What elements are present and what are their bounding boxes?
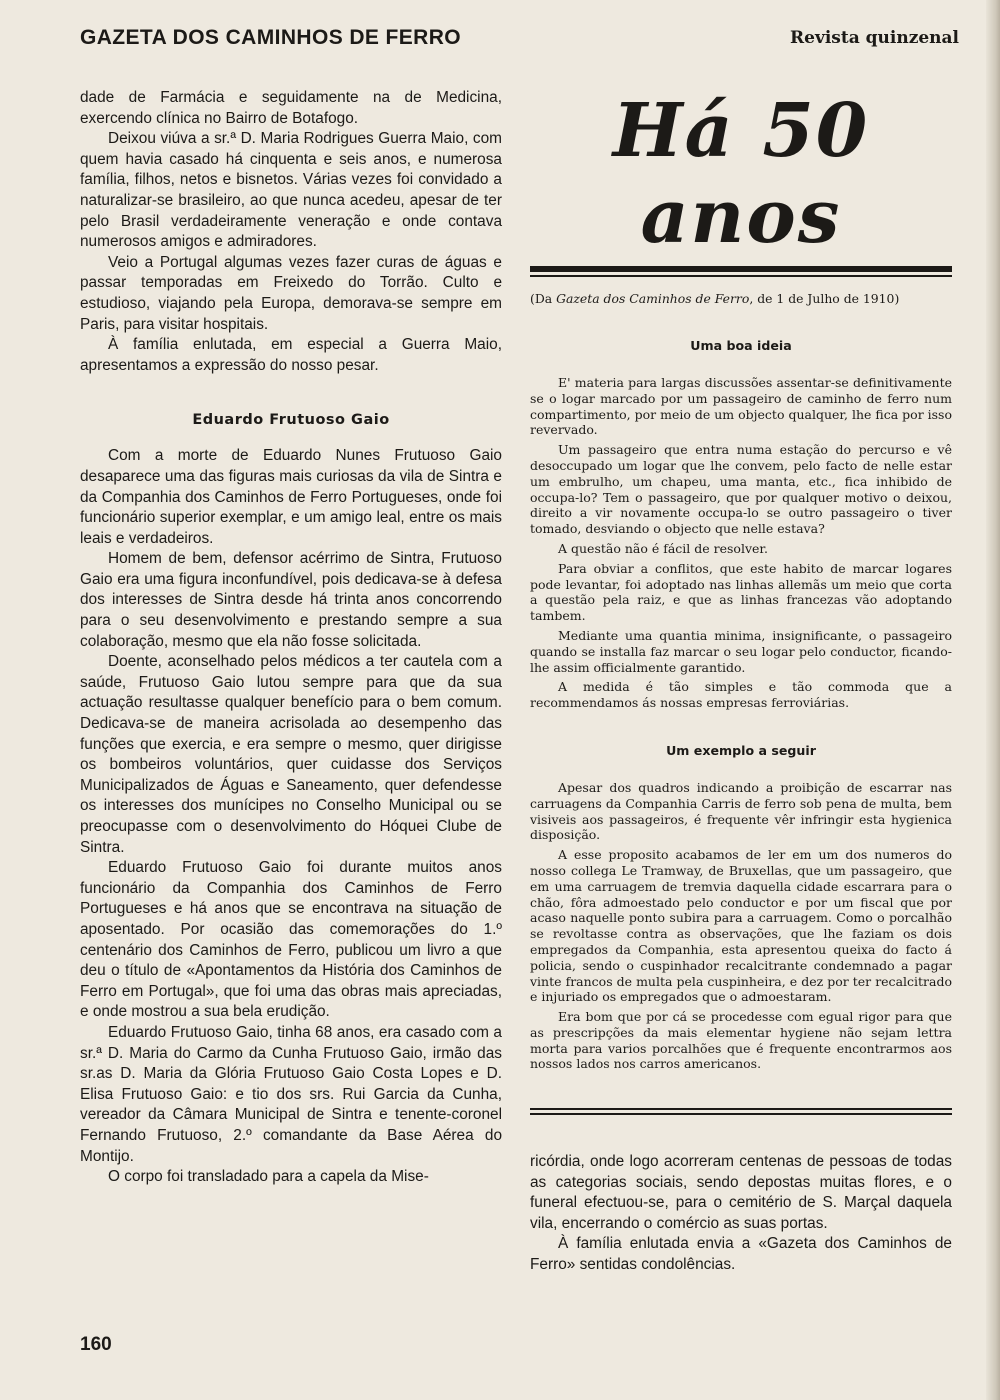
obituary-paragraph: dade de Farmácia e seguidamente na de Medicina, exercendo clínica no Bairro de Botafogo. (80, 89, 502, 127)
source-citation (530, 291, 952, 306)
continuation-paragraph: ricórdia, onde logo acorreram centenas de pessoas de todas as categorias sociais, sendo depostas muitas flores, e o funeral efectuou-se, para o cemitério de S. Marçal daquela vila, encerrando o comércio as suas portas. (530, 1153, 952, 1232)
subsection-paragraph: A questão não é fácil de resolver. (558, 540, 768, 556)
column-divider-rule (530, 1108, 952, 1115)
subsection-paragraph: Mediante uma quantia minima, insignificante, o passageiro quando se installa faz marcar o seu logar pelo conductor, ficando-lhe assim officialmente garantido. (530, 627, 952, 675)
subsection-title: Uma boa ideia (690, 338, 792, 353)
obituary-paragraph: Deixou viúva a sr.ª D. Maria Rodrigues Guerra Maio, com quem havia casado há cinquenta e seis anos, e numerosa família, filhos, netos e bisnetos. Várias vezes foi convidado a naturalizar-se brasileiro, ao que nunca acedeu, apesar de ter pelo Brasil verdadeiramente veneração e onde contava numerosos amigos e admiradores. (80, 130, 502, 251)
continuation-paragraph: À família enlutada envia a «Gazeta dos Caminhos de Ferro» sentidas condolências. (530, 1235, 952, 1273)
obituary-paragraph: Veio a Portugal algumas vezes fazer curas de águas e passar temporadas em Freixedo do Torrão. Culto e estudioso, viajando pela Europa, demorava-se sempre em Paris, para visitar hospitais. (80, 253, 502, 333)
article-paragraph: Com a morte de Eduardo Nunes Frutuoso Gaio desaparece uma das figuras mais curiosas da vila de Sintra e da Companhia dos Caminhos de Ferro Portugueses, onde foi funcionário superior exemplar, e um amigo leal, entre os mais leais e verdadeiros. (80, 447, 502, 547)
subsection-paragraph: Um passageiro que entra numa estação do percurso e vê desoccupado um logar que lhe convem, pelo facto de nelle estar um embrulho, um chapeu, uma manta, etc., fica inhibido de occupa-lo? Tem o passageiro, que por qualquer motivo o deixou, direito a vir novamente occupa-lo se outro passageiro o tiver tomado, desviando o objecto que nelle estava? (530, 442, 952, 537)
section-title: Eduardo Frutuoso Gaio (192, 412, 390, 429)
subsection-paragraph: E' materia para largas discussões assentar-se definitivamente se o logar marcado por um passageiro de caminho de ferro num compartimento, por meio de um objecto qualquer, lhe fica por isso revervado. (530, 375, 952, 438)
divider-line-bottom (530, 1113, 952, 1115)
divider-line-top (530, 1108, 952, 1110)
subsection-paragraph: Para obviar a conflitos, que este habito de marcar logares pode levantar, foi adoptado nas linhas allemãs um meio que corta a questão pela raiz, e que as linhas francezas vão adoptando tambem. (530, 560, 952, 624)
obituary-paragraph: À família enlutada, em especial a Guerra Maio, apresentamos a expressão do nosso pesar. (80, 336, 502, 374)
column-heading: Há 50 anos (612, 88, 870, 260)
page-spine-shadow (986, 0, 1000, 1400)
subsection-title: Um exemplo a seguir (666, 742, 816, 758)
left-column (80, 88, 502, 1188)
subsection-paragraph: A esse proposito acabamos de ler em um dos numeros do nosso collega Le Tramway, de Bruxellas, que um passageiro, que em uma carruagem de tremvia daquella cidade escarrara para o chão, fôra admoestado pelo conductor e por um fiscal que por acaso naquelle ponto subira para a carruagem. Como o porcalhão se revoltasse contra as observações, que lhe faziam os dois empregados da Companhia, esta apresentou queixa do facto á policia, sendo o cuspinhador recalcitrante condemnado a pagar vinte francos de multa pela cuspinheira, e dez por ter recalcitrado e injuriado os empregados que o admoestaram. (530, 847, 952, 1005)
right-column (530, 88, 952, 1076)
article-paragraph: O corpo foi transladado para a capela da Mise- (108, 1168, 429, 1186)
heading-rule-thin (530, 275, 952, 277)
continuation-column (530, 1152, 952, 1276)
subsection-paragraph: A medida é tão simples e tão commoda que a recommendamos ás nossas empresas ferroviárias. (530, 679, 952, 711)
article-paragraph: Homem de bem, defensor acérrimo de Sintra, Frutuoso Gaio era uma figura inconfundível, pois dedicava-se à defesa dos interesses de Sintra desde há trinta anos concorrendo para o seu desenvolvimento e prestando sempre a sua colaboração, mesmo que ela não fosse solicitada. (80, 550, 502, 650)
source-date: , de 1 de Julho de 1910) (749, 291, 900, 306)
article-paragraph: Eduardo Frutuoso Gaio, tinha 68 anos, era casado com a sr.ª D. Maria do Carmo da Cunha Frutuoso Gaio, irmão das sr.as D. Maria da Glória Frutuoso Gaio Costa Lopes e D. Elisa Frutuoso Gaio: e tio dos srs. Rui Garcia da Cunha, vereador da Câmara Municipal de Sintra e tenente-coronel Fernando Frutuoso, 2.º comandante da Base Aérea do Montijo. (80, 1023, 502, 1165)
running-header-title: GAZETA DOS CAMINHOS DE FERRO (80, 26, 462, 49)
article-paragraph: Doente, aconselhado pelos médicos a ter cautela com a saúde, Frutuoso Gaio lutou sempre para que da sua actuação resultasse qualquer benefício para o bem comum. Dedicava-se de maneira acrisolada ao desempenho das funções que exercia, e era sempre o mesmo, quer dirigisse os bombeiros voluntários, quer cuidasse dos Serviços Municipalizados de Águas e Saneamento, quer defendesse os interesses dos munícipes no Conselho Municipal ou se preocupasse com o desenvolvimento do Hóquei Clube de Sintra. (80, 653, 502, 856)
heading-rule-thick (530, 266, 952, 272)
running-header-subtitle: Revista quinzenal (790, 28, 960, 48)
source-publication: Gazeta dos Caminhos de Ferro (556, 291, 750, 306)
article-paragraph: Eduardo Frutuoso Gaio foi durante muitos anos funcionário da Companhia dos Caminhos de Ferro Portugueses e há anos que se encontrava na situação de aposentado. Por ocasião das comemorações do 1.º centenário dos Caminhos de Ferro, publicou um livro a que deu o título de «Apontamentos da História dos Caminhos de Ferro em Portugal», que foi uma das obras mais apreciadas, e onde mostrou a sua bela erudição. (80, 859, 502, 1021)
subsection-paragraph: Era bom que por cá se procedesse com egual rigor para que as prescripções da mais elementar hygiene não sejam lettra morta para varios porcalhões que é frequente encontrarmos aos nossos lados nos carros americanos. (530, 1009, 952, 1072)
page-number: 160 (80, 1334, 112, 1355)
source-prefix: (Da (530, 291, 557, 306)
subsection-paragraph: Apesar dos quadros indicando a proibição de escarrar nas carruagens da Companhia Carris de ferro sob pena de multa, bem visiveis aos passageiros, é frequente vêr infringir esta hygienica disposição. (530, 779, 952, 843)
